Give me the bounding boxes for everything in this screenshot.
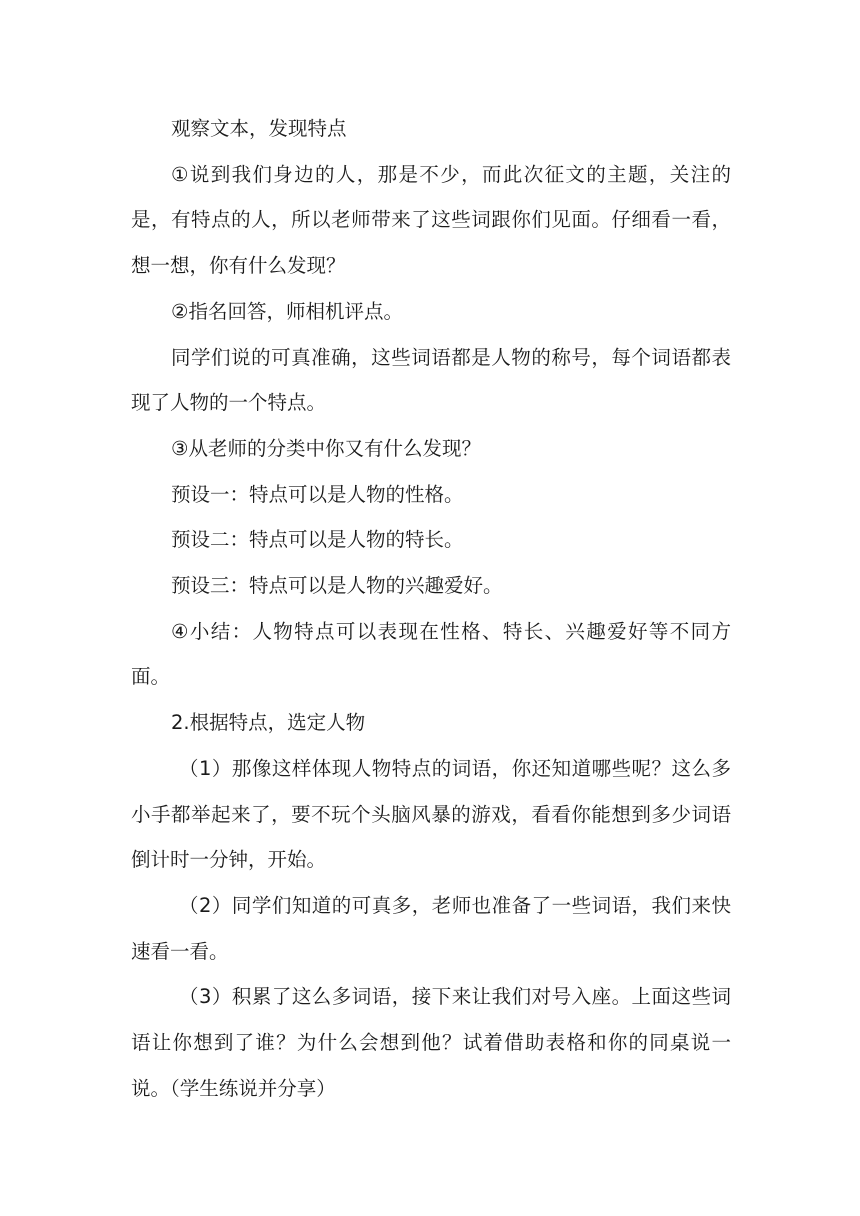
paragraph-summary-titles: 同学们说的可真准确，这些词语都是人物的称号，每个词语都表现了人物的一个特点。 <box>131 345 731 415</box>
paragraph-heading-select: 2.根据特点，选定人物 <box>171 711 366 735</box>
paragraph-heading-observe: 观察文本，发现特点 <box>171 117 347 140</box>
paragraph-item-1: （1）那像这样体现人物特点的词语，你还知道哪些呢？这么多小手都举起来了，要不玩个头脑风暴的游戏，看看你能想到多少词语倒计时一分钟，开始。 <box>131 756 731 872</box>
document-body <box>131 106 731 1111</box>
paragraph-item-3: （3）积累了这么多词语，接下来让我们对号入座。上面这些词语让你想到了谁？为什么会想到他？试着借助表格和你的同桌说一说。（学生练说并分享） <box>131 985 731 1100</box>
paragraph-step-1: ①说到我们身边的人，那是不少，而此次征文的主题，关注的是，有特点的人，所以老师带来了这些词跟你们见面。仔细看一看，想一想，你有什么发现？ <box>131 162 731 278</box>
paragraph-step-2: ②指名回答，师相机评点。 <box>171 299 403 323</box>
paragraph-step-4: ④小结：人物特点可以表现在性格、特长、兴趣爱好等不同方面。 <box>131 619 731 689</box>
paragraph-step-3: ③从老师的分类中你又有什么发现？ <box>171 436 481 460</box>
paragraph-preset-2: 预设二：特点可以是人物的特长。 <box>171 528 464 552</box>
paragraph-item-2: （2）同学们知道的可真多，老师也准备了一些词语，我们来快速看一看。 <box>131 893 731 963</box>
paragraph-preset-3: 预设三：特点可以是人物的兴趣爱好。 <box>171 574 503 598</box>
paragraph-preset-1: 预设一：特点可以是人物的性格。 <box>171 482 464 506</box>
